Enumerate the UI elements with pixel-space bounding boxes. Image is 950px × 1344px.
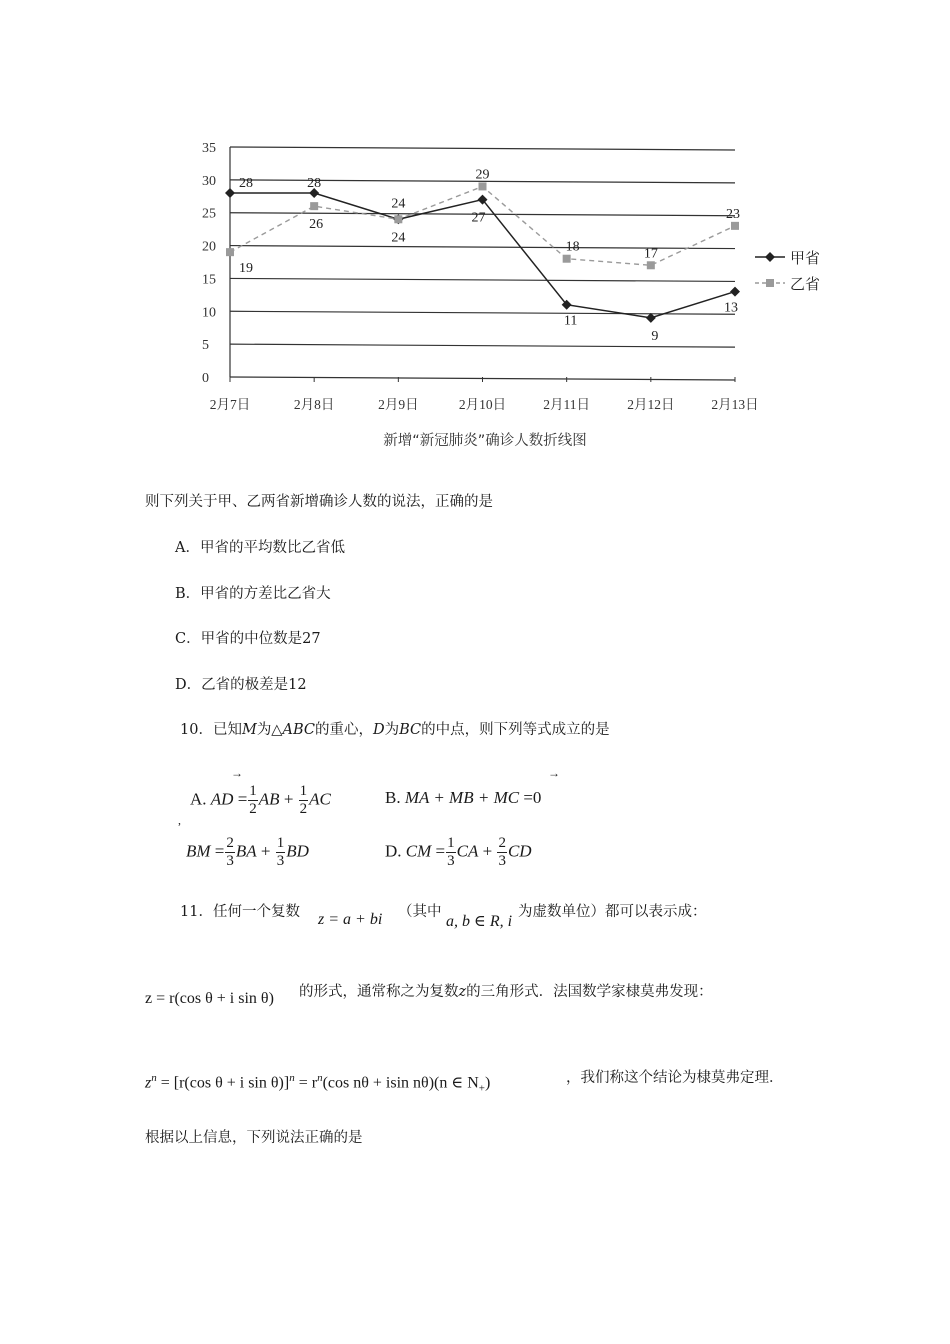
data-label: 19	[239, 261, 253, 277]
chart-svg	[180, 105, 860, 455]
data-label: 17	[643, 246, 658, 262]
q9-stem: 则下列关于甲、乙两省新增确诊人数的说法，正确的是	[145, 494, 493, 510]
data-label: 28	[239, 176, 253, 191]
x-tick-label: 2月11日	[543, 397, 591, 412]
y-tick-label: 25	[202, 206, 216, 222]
q9-option-d: D．乙省的极差是12	[175, 677, 307, 693]
demoivre-formula: $z^n = [r(\cos$ θ + i $\sin \theta)]^n = r^n(\cos$ nθ + isin nθ)(n ∈ $N_+$)	[145, 1072, 491, 1095]
x-tick-label: 2月12日	[627, 397, 675, 412]
data-label: 27	[471, 210, 486, 226]
q11-complex-form: z = a + bi	[318, 911, 383, 928]
q10-option-b: B. MA + MB + MC =0	[385, 788, 542, 807]
legend-label: 甲省	[790, 249, 821, 267]
data-point-marker	[394, 215, 402, 223]
gridline	[230, 246, 735, 249]
legend-marker	[766, 279, 774, 287]
data-point-marker	[479, 182, 487, 190]
y-tick-label: 10	[202, 305, 216, 321]
data-label: 26	[309, 217, 324, 233]
data-label: 24	[391, 230, 406, 246]
y-tick-label: 30	[202, 173, 216, 189]
x-tick-label: 2月10日	[458, 397, 507, 412]
x-tick-label: 2月9日	[378, 397, 419, 412]
q11-p4-line: 的形式，通常称之为复数z的三角形式．法国数学家棣莫弗发现：	[299, 984, 713, 1000]
gridline	[230, 311, 735, 314]
data-point-marker	[647, 261, 655, 269]
q10-option-c: BM = $\frac{2}{3}$ BA + $\frac{1}{3}$ BD	[186, 835, 309, 869]
q11-p3: 为虚数单位）都可以表示成：	[518, 904, 707, 920]
data-label: 28	[307, 176, 322, 191]
data-label: 18	[565, 239, 580, 255]
data-point-marker	[226, 248, 234, 256]
y-tick-label: 15	[202, 272, 216, 288]
q11-condition: a, b ∈ R, i	[446, 913, 513, 930]
y-tick-label: 35	[202, 141, 216, 156]
legend-marker	[765, 252, 775, 262]
x-tick-label: 2月7日	[209, 397, 251, 412]
data-label: 24	[391, 196, 406, 212]
q11-p7: 根据以上信息，下列说法正确的是	[145, 1130, 363, 1146]
q9-option-a: A．甲省的平均数比乙省低	[175, 540, 345, 556]
q9-option-b: B．甲省的方差比乙省大	[175, 586, 331, 602]
q11-p1: 11．任何一个复数	[180, 904, 300, 920]
data-point-marker	[310, 202, 318, 210]
q10-stem: 10．已知M为△ABC的重心，D为BC的中点，则下列等式成立的是	[180, 722, 610, 738]
stray-comma: ,	[178, 813, 181, 827]
data-label: 11	[563, 313, 578, 329]
gridline	[230, 147, 735, 150]
legend-label: 乙省	[790, 275, 821, 293]
q10-option-a: A. AD = $\frac{1}{2}$ AB + $\frac{1}{2}$ AC	[190, 783, 331, 817]
chart-title: 新增“新冠肺炎”确诊人数折线图	[383, 433, 587, 449]
data-label: 13	[724, 300, 738, 316]
gridline	[230, 278, 735, 281]
x-tick-label: 2月13日	[711, 397, 759, 412]
q9-option-c: C．甲省的中位数是27	[175, 631, 321, 647]
vector-arrow-zero: →	[548, 766, 560, 780]
data-label: 29	[475, 167, 490, 183]
vector-arrow-ad: →	[231, 766, 243, 780]
y-tick-label: 5	[202, 338, 209, 354]
q11-p6: ，我们称这个结论为棣莫弗定理．	[566, 1070, 784, 1086]
line-chart	[180, 105, 860, 455]
x-tick-label: 2月8日	[293, 397, 335, 412]
gridline	[230, 344, 735, 347]
y-tick-label: 0	[202, 371, 209, 386]
trig-form: z = r(cos θ + i sin θ)	[145, 990, 274, 1007]
y-tick-label: 20	[202, 239, 216, 255]
data-point-marker	[730, 287, 740, 297]
data-point-marker	[563, 255, 571, 263]
data-label: 9	[651, 328, 659, 344]
data-label: 23	[726, 206, 740, 222]
data-point-marker	[731, 222, 739, 230]
q10-option-d: D. CM = $\frac{1}{3}$ CA + $\frac{2}{3}$ CD	[385, 835, 532, 869]
q11-p2: （其中	[398, 904, 442, 920]
data-point-marker	[225, 188, 235, 198]
